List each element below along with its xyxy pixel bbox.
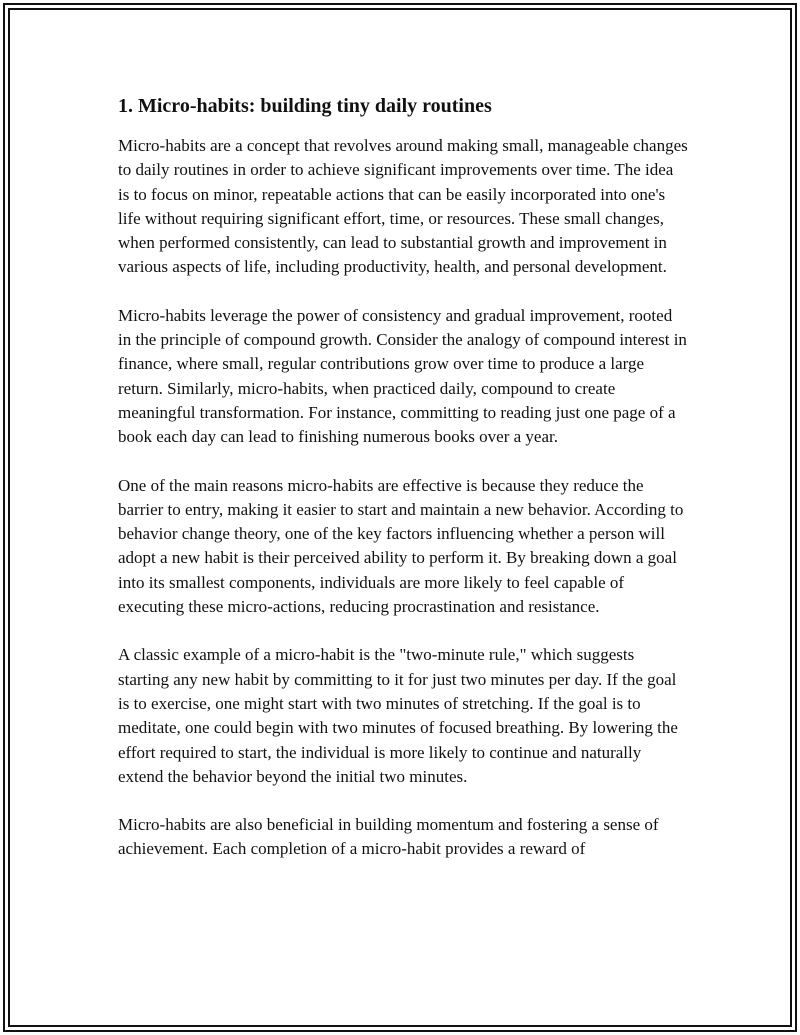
paragraph-two-minute-rule: A classic example of a micro-habit is the "two-minute rule," which suggests starting any new habit by committing to it for just two minutes per day. If the goal is to exercise, one might start with two minutes of stretching. If the goal is to meditate, one could begin with two minutes of focused breathing. By lowering the effort required to start, the individual is more likely to continue and naturally extend the behavior beyond the initial two minutes. [118, 645, 678, 786]
paragraph-compound-growth: Micro-habits leverage the power of consistency and gradual improvement, rooted in the principle of compound growth. Consider the analogy of compound interest in finance, where small, regular contributions grow over time to produce a large return. Similarly, micro-habits, when practiced daily, compound to create meaningful transformation. For instance, committing to reading just one page of a book each day can lead to finishing numerous books over a year. [118, 305, 687, 447]
paragraph-momentum: Micro-habits are also beneficial in building momentum and fostering a sense of achievement. Each completion of a micro-habit provides a reward of [118, 815, 659, 859]
section-heading: 1. Micro-habits: building tiny daily routines [118, 95, 492, 117]
document-body [118, 92, 688, 886]
paragraph-barrier-to-entry: One of the main reasons micro-habits are effective is because they reduce the barrier to entry, making it easier to start and maintain a new behavior. According to behavior change theory, one of the key factors influencing whether a person will adopt a new habit is their perceived ability to perform it. By breaking down a goal into its smallest components, individuals are more likely to feel capable of executing these micro-actions, reducing procrastination and resistance. [118, 475, 684, 617]
paragraph-intro: Micro-habits are a concept that revolves around making small, manageable changes to daily routines in order to achieve significant improvements over time. The idea is to focus on minor, repeatable actions that can be easily incorporated into one's life without requiring significant effort, time, or resources. These small changes, when performed consistently, can lead to substantial growth and improvement in various aspects of life, including productivity, health, and personal development. [118, 136, 688, 277]
